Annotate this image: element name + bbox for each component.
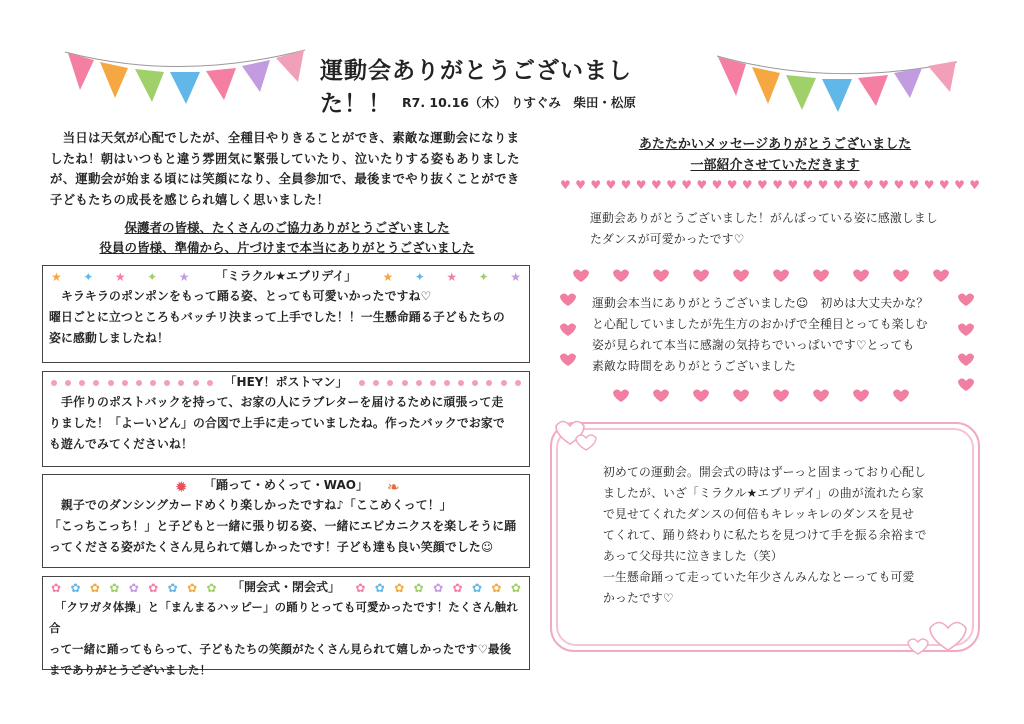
heart-decoration-row: ♥ ♥ ♥ ♥ ♥ ♥ ♥ ♥ ♥ ♥ ♥ ♥ ♥ ♥ ♥ ♥ ♥ ♥ ♥ ♥ ♥ ♥ ♥ ♥ ♥ ♥ ♥ ♥	[560, 178, 980, 192]
section-line: って一緒に踊ってもらって、子どもたちの笑顔がたくさん見られて嬉しかったです♡最後	[49, 642, 512, 656]
section-line: も遊んでみてくださいね！	[49, 437, 193, 451]
message-line: あって父母共に泣きました（笑）	[603, 549, 783, 563]
flower-decoration: ✿ ✿ ✿ ✿ ✿ ✿ ✿ ✿ ✿ ✿ ✿ ✿ ✿ ✿ ✿ ✿ ✿ ✿	[51, 581, 521, 595]
section-line: キラキラのポンポンをもって踊る姿、とっても可愛いかったですね♡	[49, 289, 432, 303]
page-title: 運動会ありがとうございました！！	[320, 58, 632, 117]
message-line: 運動会ありがとうございました！がんばっている姿に感激しまし	[590, 211, 938, 225]
shrimp-icon: ❧	[387, 478, 400, 496]
section-line: 姿に感動しましたね！	[49, 331, 169, 345]
message-line: 素敵な時間をありがとうございました	[592, 359, 796, 373]
section-line: までありがとうございました！	[49, 663, 212, 677]
section-title: 「踊って・めくって・WAO」	[204, 478, 368, 492]
messages-title	[560, 134, 990, 176]
intro-line: 子どもたちの成長を感じられ嬉しく思いました！	[50, 192, 330, 207]
section-heading	[43, 372, 529, 392]
message-line: と心配していましたが先生方のおかげで全種目とっても楽しむ	[592, 317, 928, 331]
section-line: ってくださる姿がたくさん見られて嬉しかったです！子ども達も良い笑顔でした☺	[49, 540, 494, 554]
section-title: 「ミラクル★エブリデイ」	[212, 269, 361, 283]
section-dance-card	[42, 474, 530, 568]
message-1	[590, 208, 970, 250]
message-2	[592, 293, 967, 377]
intro-text	[50, 128, 524, 210]
section-heading	[43, 577, 529, 597]
section-body	[43, 286, 529, 349]
message-line: 姿が見られて本当に感謝の気持ちでいっぱいです♡とっても	[592, 338, 915, 352]
crab-icon: ✹	[175, 478, 188, 496]
message-line: 運動会本当にありがとうございました☺ 初めは大丈夫かな？	[592, 296, 929, 310]
section-ceremony	[42, 576, 530, 677]
message-line: たダンスが可愛かったです♡	[590, 232, 745, 246]
message-line: かったです♡	[603, 591, 674, 605]
section-body	[43, 597, 529, 681]
message-line: で見せてくれたダンスの何倍もキレッキレのダンスを見せ	[603, 507, 915, 521]
message-line: 一生懸命踊って走っていた年少さんみんなとーっても可愛	[603, 570, 915, 584]
section-postman	[42, 371, 530, 467]
section-line: 「クワガタ体操」と「まんまるハッピー」の踊りとっても可愛かったです！たくさん触れ合	[49, 600, 518, 635]
messages-title-line: 一部紹介させていただきます	[690, 158, 860, 173]
section-line: 曜日ごとに立つところもバッチリ決まって上手でした！！一生懸命踊る子どもたちの	[49, 310, 505, 324]
section-body	[43, 495, 529, 558]
intro-line: が、運動会が始まる頃には笑顔になり、全員参加で、最後までやり抜くことができ	[50, 172, 520, 186]
heart-icon	[552, 416, 602, 456]
heart-icon	[904, 620, 970, 660]
thanks-line: 保護者の皆様、たくさんのご協力ありがとうございました	[124, 220, 450, 235]
intro-line: 当日は天気が心配でしたが、全種目やりきることができ、素敵な運動会になりま	[50, 131, 520, 145]
message-line: てくれて、踊り終わりに私たちを見つけて手を振る余裕まで	[603, 528, 927, 542]
bunting-left	[60, 40, 310, 120]
bunting-right	[712, 48, 962, 128]
message-line: ましたが、いざ「ミラクル★エブリデイ」の曲が流れたら家	[603, 486, 924, 500]
page-subtitle: R7. 10.16（木） りすぐみ 柴田・松原	[402, 95, 636, 110]
thanks-line: 役員の皆様、準備から、片づけまで本当にありがとうございました	[99, 240, 475, 255]
message-line: 初めての運動会。開会式の時はずーっと固まっており心配し	[603, 465, 927, 479]
section-heading	[43, 266, 529, 286]
section-miracle	[42, 265, 530, 363]
thanks-text	[50, 218, 524, 258]
section-line: 親子でのダンシングカードめくり楽しかったですね♪「ここめくって！」	[49, 498, 452, 512]
section-title: 「開会式・閉会式」	[228, 580, 344, 594]
intro-line: したね！朝はいつもと違う雰囲気に緊張していたり、泣いたりする姿もありました	[50, 151, 520, 166]
section-line: 手作りのポストバックを持って、お家の人にラブレターを届けるために頑張って走	[49, 395, 504, 409]
message-3	[603, 462, 963, 609]
messages-title-line: あたたかいメッセージありがとうございました	[638, 137, 912, 152]
star-decoration: ★ ✦ ★ ✦ ★ ★ ✦ ★ ✦ ★	[51, 270, 521, 284]
section-title: 「HEY！ポストマン」	[221, 375, 352, 389]
section-heading	[43, 475, 529, 495]
section-line: りました！「よーいどん」の合図で上手に走っていましたね。作ったバックでお家で	[49, 416, 505, 430]
section-line: 「こっちこっち！」と子どもと一緒に張り切る姿、一緒にエビカニクスを楽しそうに踊	[49, 519, 517, 533]
section-body	[43, 392, 529, 455]
